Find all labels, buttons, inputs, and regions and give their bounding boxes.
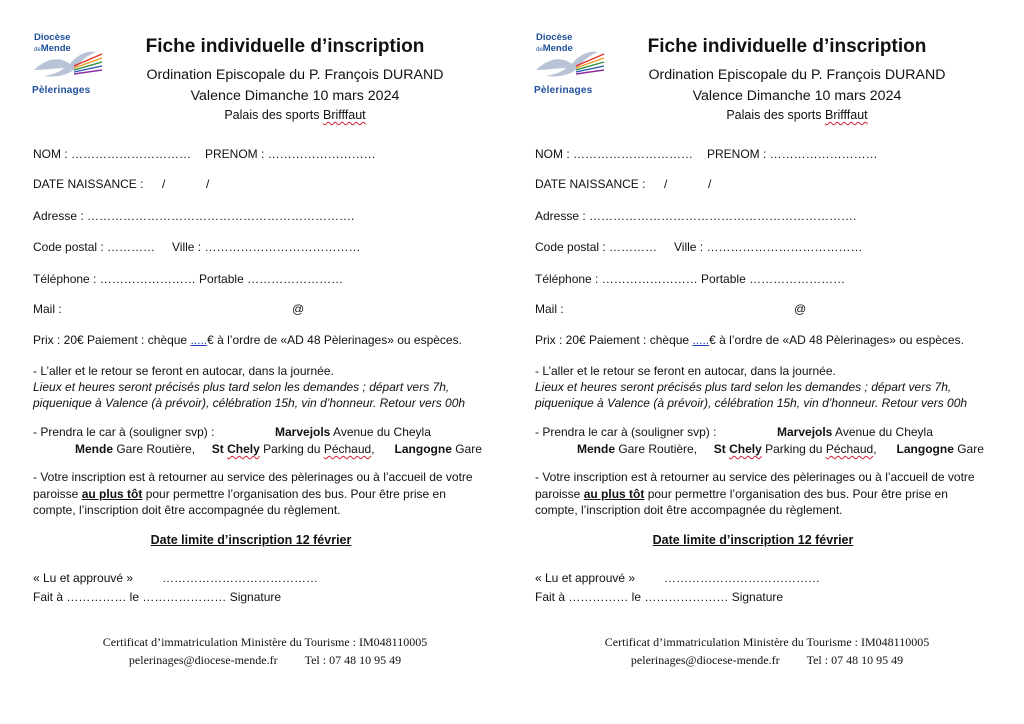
event-place: Palais des sports Brifffaut xyxy=(726,108,868,122)
date-slash: / xyxy=(206,177,210,191)
signature-line: Fait à …………… le ………………… Signature xyxy=(33,590,282,604)
event-date: Valence Dimanche 10 mars 2024 xyxy=(692,88,902,104)
registration-form-right xyxy=(502,0,1004,724)
nom-field: NOM : ………………………… xyxy=(33,147,191,161)
logo-text: Diocèse deMende xyxy=(536,32,573,54)
event-title: Ordination Episcopale du P. François DURAND xyxy=(146,67,444,83)
event-title: Ordination Episcopale du P. François DURAND xyxy=(648,67,946,83)
deadline: Date limite d’inscription 12 février xyxy=(150,533,352,547)
approval-label: « Lu et approuvé » xyxy=(535,571,636,585)
diocese-logo xyxy=(532,32,612,98)
ville-field: Ville : ………………………………… xyxy=(674,240,863,254)
contact-line: pelerinages@diocese-mende.fr Tel : 07 48 10 95 49 xyxy=(630,653,904,667)
registration-form-left xyxy=(0,0,502,724)
dove-icon xyxy=(30,44,106,86)
logo-subtitle: Pèlerinages xyxy=(32,85,91,96)
approval-dots: ………………………………… xyxy=(664,571,820,585)
date-slash: / xyxy=(162,177,166,191)
event-date: Valence Dimanche 10 mars 2024 xyxy=(190,88,400,104)
date-naissance-field: DATE NAISSANCE : xyxy=(33,177,144,191)
approval-label: « Lu et approuvé » xyxy=(33,571,134,585)
diocese-logo xyxy=(30,32,110,98)
return-note: paroisse au plus tôt pour permettre l’organisation des bus. Pour être prise en xyxy=(33,487,446,501)
mail-field: Mail : xyxy=(33,302,62,316)
certificate-text: Certificat d’immatriculation Ministère du Tourisme : IM048110005 xyxy=(604,635,930,649)
trip-info: - L’aller et le retour se feront en autocar, dans la journée. xyxy=(33,364,334,378)
bus-intro: - Prendra le car à (souligner svp) : xyxy=(535,425,717,439)
return-note: paroisse au plus tôt pour permettre l’organisation des bus. Pour être prise en xyxy=(535,487,948,501)
code-postal-field: Code postal : ………… xyxy=(535,240,658,254)
trip-details: Lieux et heures seront précisés plus tard selon les demandes ; départ vers 7h, xyxy=(535,380,952,394)
return-note: compte, l’inscription doit être accompagnée du règlement. xyxy=(535,503,843,517)
ville-field: Ville : ………………………………… xyxy=(172,240,361,254)
date-slash: / xyxy=(664,177,668,191)
adresse-field: Adresse : …………………………………………………………. xyxy=(535,209,857,223)
signature-line: Fait à …………… le ………………… Signature xyxy=(535,590,784,604)
return-note: - Votre inscription est à retourner au service des pèlerinages ou à l’accueil de votre xyxy=(535,470,975,484)
mail-at-sign: @ xyxy=(292,302,305,316)
certificate-text: Certificat d’immatriculation Ministère du Tourisme : IM048110005 xyxy=(102,635,428,649)
approval-dots: ………………………………… xyxy=(162,571,318,585)
event-place: Palais des sports Brifffaut xyxy=(224,108,366,122)
contact-line: pelerinages@diocese-mende.fr Tel : 07 48 10 95 49 xyxy=(128,653,402,667)
bus-intro: - Prendra le car à (souligner svp) : xyxy=(33,425,215,439)
mail-field: Mail : xyxy=(535,302,564,316)
trip-details: piquenique à Valence (à prévoir), célébration 15h, vin d’honneur. Retour vers 00h xyxy=(535,396,968,410)
nom-field: NOM : ………………………… xyxy=(535,147,693,161)
logo-subtitle: Pèlerinages xyxy=(534,85,593,96)
telephone-field: Téléphone : …………………… Portable …………………… xyxy=(33,272,344,286)
prenom-field: PRENOM : ……………………… xyxy=(707,147,878,161)
bus-stops: Mende Gare Routière, St Chely Parking du Péchaud, Langogne Gare xyxy=(75,442,482,456)
form-title: Fiche individuelle d’inscription xyxy=(647,36,927,57)
trip-info: - L’aller et le retour se feront en autocar, dans la journée. xyxy=(535,364,836,378)
price-line: Prix : 20€ Paiement : chèque .....€ à l’ordre de «AD 48 Pèlerinages» ou espèces. xyxy=(535,333,964,347)
deadline: Date limite d’inscription 12 février xyxy=(652,533,854,547)
bus-stops: Mende Gare Routière, St Chely Parking du Péchaud, Langogne Gare xyxy=(577,442,984,456)
bus-stop-marvejols: Marvejols Avenue du Cheyla xyxy=(777,425,933,439)
code-postal-field: Code postal : ………… xyxy=(33,240,156,254)
trip-details: Lieux et heures seront précisés plus tard selon les demandes ; départ vers 7h, xyxy=(33,380,450,394)
mail-at-sign: @ xyxy=(794,302,807,316)
price-line: Prix : 20€ Paiement : chèque .....€ à l’ordre de «AD 48 Pèlerinages» ou espèces. xyxy=(33,333,462,347)
trip-details: piquenique à Valence (à prévoir), célébration 15h, vin d’honneur. Retour vers 00h xyxy=(33,396,466,410)
telephone-field: Téléphone : …………………… Portable …………………… xyxy=(535,272,846,286)
date-slash: / xyxy=(708,177,712,191)
dove-icon xyxy=(532,44,608,86)
bus-stop-marvejols: Marvejols Avenue du Cheyla xyxy=(275,425,431,439)
prenom-field: PRENOM : ……………………… xyxy=(205,147,376,161)
return-note: compte, l’inscription doit être accompagnée du règlement. xyxy=(33,503,341,517)
return-note: - Votre inscription est à retourner au service des pèlerinages ou à l’accueil de votre xyxy=(33,470,473,484)
form-title: Fiche individuelle d’inscription xyxy=(145,36,425,57)
logo-text: Diocèse deMende xyxy=(34,32,71,54)
date-naissance-field: DATE NAISSANCE : xyxy=(535,177,646,191)
adresse-field: Adresse : …………………………………………………………. xyxy=(33,209,355,223)
